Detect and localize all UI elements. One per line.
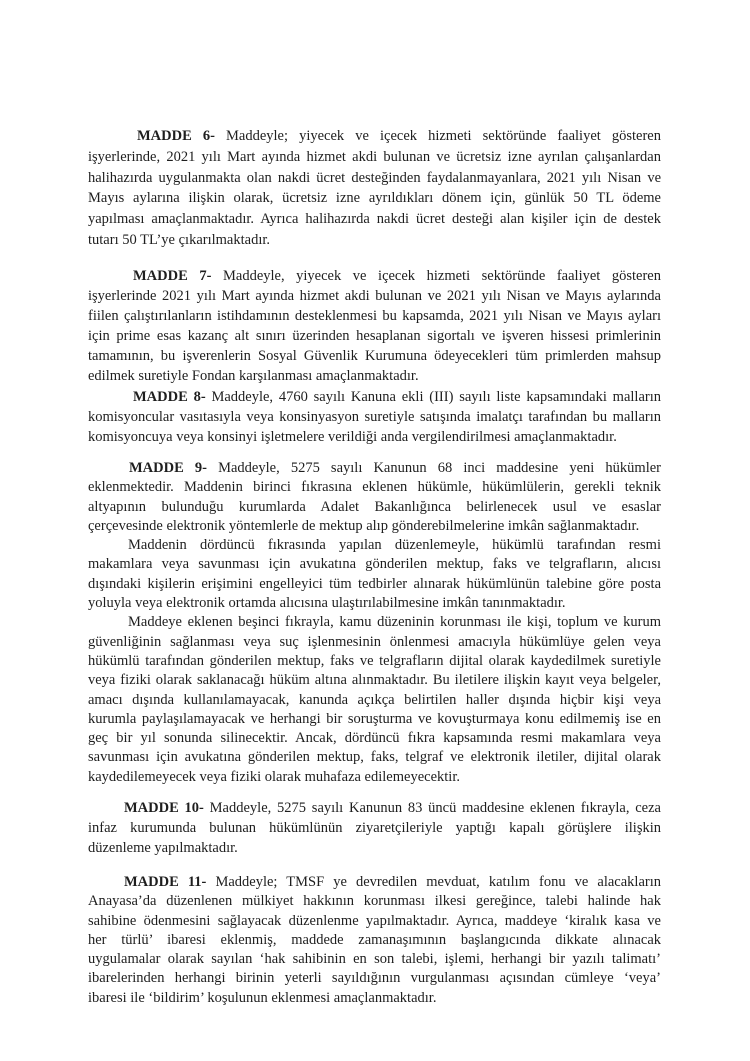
text-line: yapılması amaçlanmaktadır. Ayrıca halihazırda nakdi ücret desteği alan kişiler için de destek <box>88 211 661 228</box>
article-label: MADDE 7- <box>133 267 212 284</box>
article-lead-text: Maddeyle, 5275 sayılı Kanunun 83 üncü maddesine eklenen fıkrayla, ceza <box>209 799 661 816</box>
text-line: tutarı 50 TL’ye çıkarılmaktadır. <box>88 231 271 248</box>
article-label: MADDE 9- <box>129 460 207 476</box>
text-line: için prime esas kazanç alt sınırı üzerinden hesaplanan sigortalı ve işveren hissesi primlerinin <box>88 327 661 344</box>
text-line: halihazırda uygulanmakta olan nakdi ücret desteğinden faydalanmayanlara, 2021 yılı Nisan ve <box>88 169 661 186</box>
text-line: kaydedilemeyecek veya fiziki olarak muhafaza edilemeyecektir. <box>88 768 460 785</box>
text-line: infaz kurumunda bulunan hükümlünün ziyaretçileriyle yaptığı kapalı görüşlere ilişkin <box>88 819 661 836</box>
text-line: veya fiziki olarak saklanacağı hüküm altına alınmaktadır. Bu iletilere ilişkin kayıt veya belgeler, <box>88 672 661 689</box>
text-line: geç bir yıl sonunda silinecektir. Ancak, dördüncü fıkra kapsamında resmi makamlara veya <box>88 730 661 747</box>
text-line: ibarelerinden herhangi birinin yeterli sayıldığının vurgulanması açısından cümleye ‘veya’ <box>88 970 661 987</box>
text-line: kurumla paylaşılamayacak ve herhangi bir soruşturma ve kovuşturmaya konu edilmemiş ise en <box>88 710 661 727</box>
text-line: tamamının, bu işverenlerin Sosyal Güvenlik Kurumuna ödeyecekleri tüm primlerden mahsup <box>88 347 661 364</box>
text-line: Maddeye eklenen beşinci fıkrayla, kamu düzeninin korunması ile kişi, toplum ve kurum <box>128 614 661 631</box>
article-8 <box>88 387 661 447</box>
text-line: makamlara veya savunması için avukatına gönderilen mektup, faks ve telgrafların, alıcısı <box>88 556 661 573</box>
article-9 <box>88 459 661 787</box>
text-line: altyapının bulunduğu kurumlarda Adalet Bakanlığınca belirlenecek usul ve esaslar <box>88 498 661 515</box>
article-6 <box>88 126 661 251</box>
article-lead-text: Maddeyle, 4760 sayılı Kanuna ekli (III) sayılı liste kapsamındaki malların <box>211 388 661 405</box>
text-line: komisyoncuya veya konsinyi işletmelere verildiği anda vergilendirilmesi amaçlanmaktadır. <box>88 428 617 445</box>
text-line: Maddenin dördüncü fıkrasında yapılan düzenlemeyle, hükümlü tarafından resmi <box>128 537 661 554</box>
article-lead-text: Maddeyle, yiyecek ve içecek hizmeti sektöründe faaliyet gösteren <box>222 267 661 284</box>
text-line: eklenmektedir. Maddenin birinci fıkrasına eklenen hükümle, hükümlülerin, gerekli teknik <box>88 479 661 496</box>
article-11 <box>88 873 661 1008</box>
article-lead-text: Maddeyle; yiyecek ve içecek hizmeti sektöründe faaliyet gösteren <box>226 128 661 144</box>
text-line: fiilen çalıştırılanların istihdamının desteklenmesi bu kapsamda, 2021 yılı Nisan ve Mayıs ayları <box>88 307 661 324</box>
text-line: Mayıs aylarına ilişkin olarak, ücretsiz izne ayrıldıkları dönem için, günlük 50 TL ödeme <box>88 190 661 207</box>
text-line: Anayasa’da düzenlenen mülkiyet hakkının korunması ilkesi gereğince, talebi halinde hak <box>88 893 661 910</box>
text-line: işyerlerinde, 2021 yılı Mart ayında hizmet akdi bulunan ve ücretsiz izne ayrılan çalışanlardan <box>88 148 661 165</box>
article-7 <box>88 266 661 386</box>
text-line: yoluyla veya elektronik ortamda alıcısına ulaştırılabilmesine imkân tanınmaktadır. <box>88 595 566 612</box>
text-line <box>88 387 661 407</box>
article-label: MADDE 10- <box>124 799 204 816</box>
article-10 <box>88 798 661 858</box>
text-line: işyerlerinde 2021 yılı Mart ayında hizmet akdi bulunan ve 2021 yılı Nisan ve Mayıs aylarında <box>88 287 661 304</box>
article-lead-text: Maddeyle, 5275 sayılı Kanunun 68 inci maddesine yeni hükümler <box>218 460 661 476</box>
text-line: çerçevesinde elektronik yöntemlerle de mektup alıp gönderebilmelerine imkân sağlanmaktadır. <box>88 517 640 534</box>
text-line: uygulamalar olarak sayılan ‘hak sahibinin en son talebi, işlemi, herhangi bir yazılı talimatı’ <box>88 951 661 968</box>
text-line <box>88 459 661 478</box>
text-line: sahibine ödenmesini sağlayacak düzenlenme yapılmaktadır. Ayrıca, maddeye ‘kiralık kasa ve <box>88 912 661 929</box>
text-line: ibaresi ile ‘bildirim’ koşulunun eklenmesi amaçlanmaktadır. <box>88 989 437 1006</box>
article-label: MADDE 11- <box>124 874 207 890</box>
article-label: MADDE 8- <box>133 388 206 405</box>
text-line: edilmek suretiyle Fondan karşılanması amaçlanmaktadır. <box>88 367 419 384</box>
text-line <box>88 798 661 818</box>
text-line: hükümlü tarafından gönderilen mektup, faks ve telgrafların dijital olarak kaydedilmek suretiyle <box>88 652 661 669</box>
text-line <box>88 873 661 892</box>
text-line: savunması için avukatına gönderilen mektup, faks, telgraf ve elektronik iletiler, dijital olarak <box>88 749 661 766</box>
article-label: MADDE 6- <box>137 128 215 144</box>
text-line: güvenliğinin sağlanması veya suç işlenmesinin önlenmesi amacıyla hükümlüye gelen veya <box>88 633 661 650</box>
text-line <box>88 266 661 286</box>
text-line: düzenleme yapılmaktadır. <box>88 839 238 856</box>
text-line: amacı dışında kullanılamayacak, kanunda açıkça belirtilen haller dışında hiçbir kişi veya <box>88 691 661 708</box>
text-line: komisyoncular vasıtasıyla veya konsinyasyon suretiyle satışında imalatçı tarafından bu malların <box>88 408 661 425</box>
text-line: dışındaki kişilerin erişimini engelleyici tüm tedbirler alınarak hükümlünün talebine göre posta <box>88 575 661 592</box>
text-line <box>88 126 661 147</box>
article-lead-text: Maddeyle; TMSF ye devredilen mevduat, katılım fonu ve alacakların <box>215 874 661 890</box>
text-line: her türlü’ ibaresi eklenmiş, maddede zamanaşımının başlangıcında dikkate alınacak <box>88 931 661 948</box>
